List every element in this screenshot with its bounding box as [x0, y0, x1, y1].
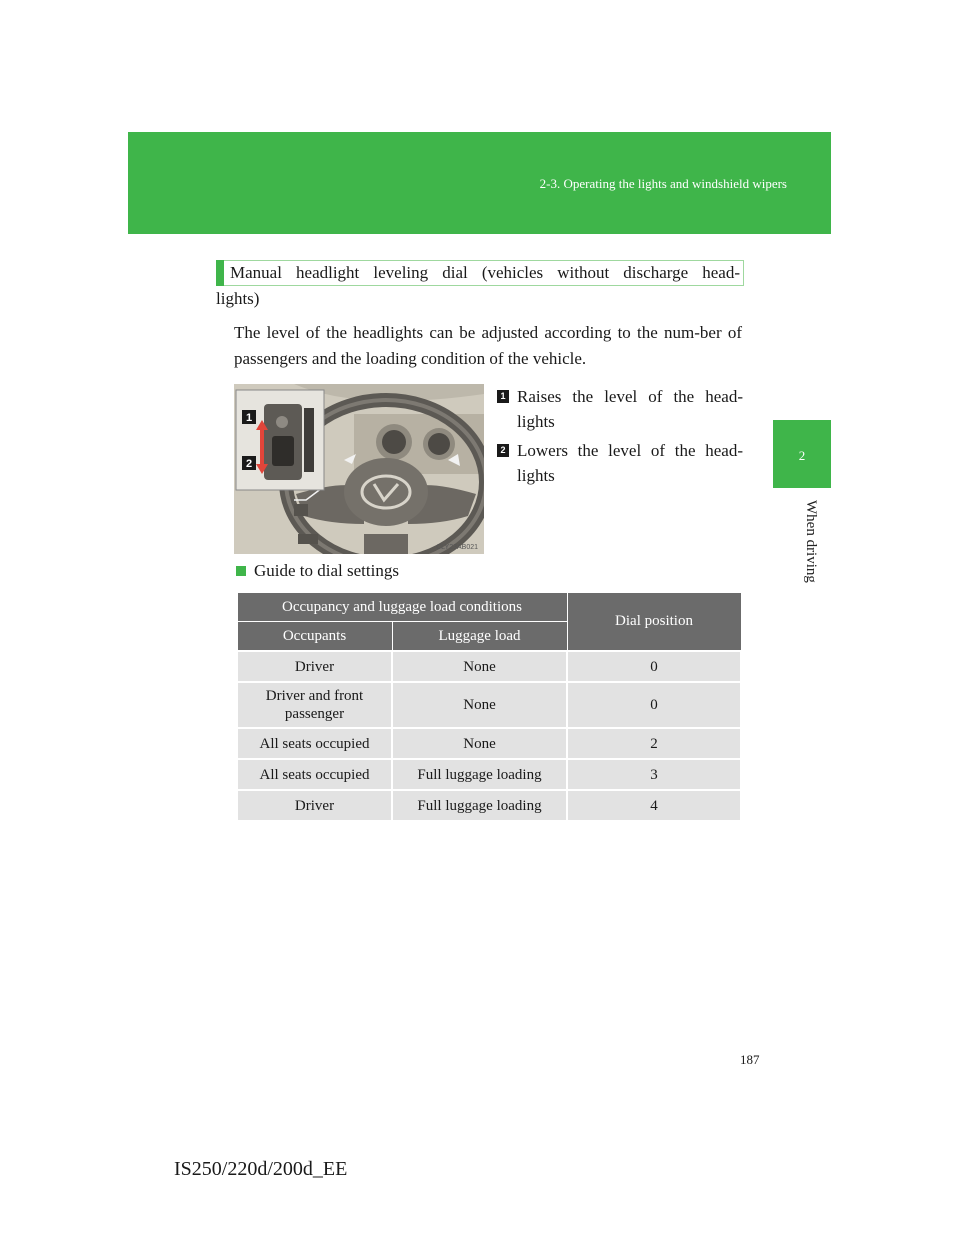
group-header: Occupancy and luggage load conditions	[237, 593, 567, 622]
section-title: 2-3. Operating the lights and windshield wipers	[539, 176, 787, 191]
steering-wheel-illustration	[234, 384, 484, 554]
chapter-label	[774, 500, 830, 590]
dial-settings-table	[236, 592, 742, 822]
luggage-cell: None	[392, 682, 567, 728]
occupants-cell: Driver and front passenger	[237, 682, 392, 728]
chapter-tab	[773, 420, 831, 488]
dial-position-header: Dial position	[567, 593, 741, 652]
page-number: 187	[740, 1052, 760, 1067]
occupants-header: Occupants	[237, 622, 392, 652]
dial-cell: 4	[567, 790, 741, 821]
occupants-cell: Driver	[237, 651, 392, 682]
occupants-cell: Driver	[237, 790, 392, 821]
table-row	[237, 728, 741, 759]
luggage-cell: Full luggage loading	[392, 790, 567, 821]
callout-1	[497, 384, 743, 434]
chapter-label-text: When driving	[803, 500, 819, 583]
heading-line-2: lights)	[216, 289, 260, 308]
guide-heading	[236, 559, 399, 583]
luggage-cell: None	[392, 651, 567, 682]
figure-code: CLY23AB021	[436, 544, 478, 551]
intro-paragraph: The level of the headlights can be adjusted according to the num-ber of passengers and the loading condition of the vehicle.	[234, 323, 742, 368]
dial-cell: 3	[567, 759, 741, 790]
chapter-number: 2	[798, 448, 806, 463]
heading-marker	[216, 260, 224, 286]
dial-cell: 0	[567, 682, 741, 728]
callout-number-1: 1	[497, 390, 509, 403]
dial-cell: 2	[567, 728, 741, 759]
model-code: IS250/220d/200d_EE	[174, 1158, 348, 1180]
table-row	[237, 651, 741, 682]
svg-text:2: 2	[245, 458, 253, 470]
square-bullet-icon	[236, 566, 246, 576]
occupants-cell: All seats occupied	[237, 728, 392, 759]
table-row	[237, 790, 741, 821]
heading-line-1: Manual headlight leveling dial (vehicles without discharge head-	[230, 263, 740, 282]
luggage-cell: Full luggage loading	[392, 759, 567, 790]
svg-text:1: 1	[245, 412, 253, 424]
callout-number-2: 2	[497, 444, 509, 457]
occupants-cell: All seats occupied	[237, 759, 392, 790]
luggage-cell: None	[392, 728, 567, 759]
table-row	[237, 759, 741, 790]
guide-label: Guide to dial settings	[254, 561, 399, 580]
callout-list	[497, 384, 743, 492]
luggage-header: Luggage load	[392, 622, 567, 652]
header-band	[128, 132, 831, 234]
callout-text-2: Lowers the level of the head-lights	[517, 441, 743, 485]
dashboard-illustration	[234, 384, 484, 554]
callout-2	[497, 438, 743, 488]
dial-cell: 0	[567, 651, 741, 682]
table-row	[237, 682, 741, 728]
callout-text-1: Raises the level of the head-lights	[517, 387, 743, 431]
